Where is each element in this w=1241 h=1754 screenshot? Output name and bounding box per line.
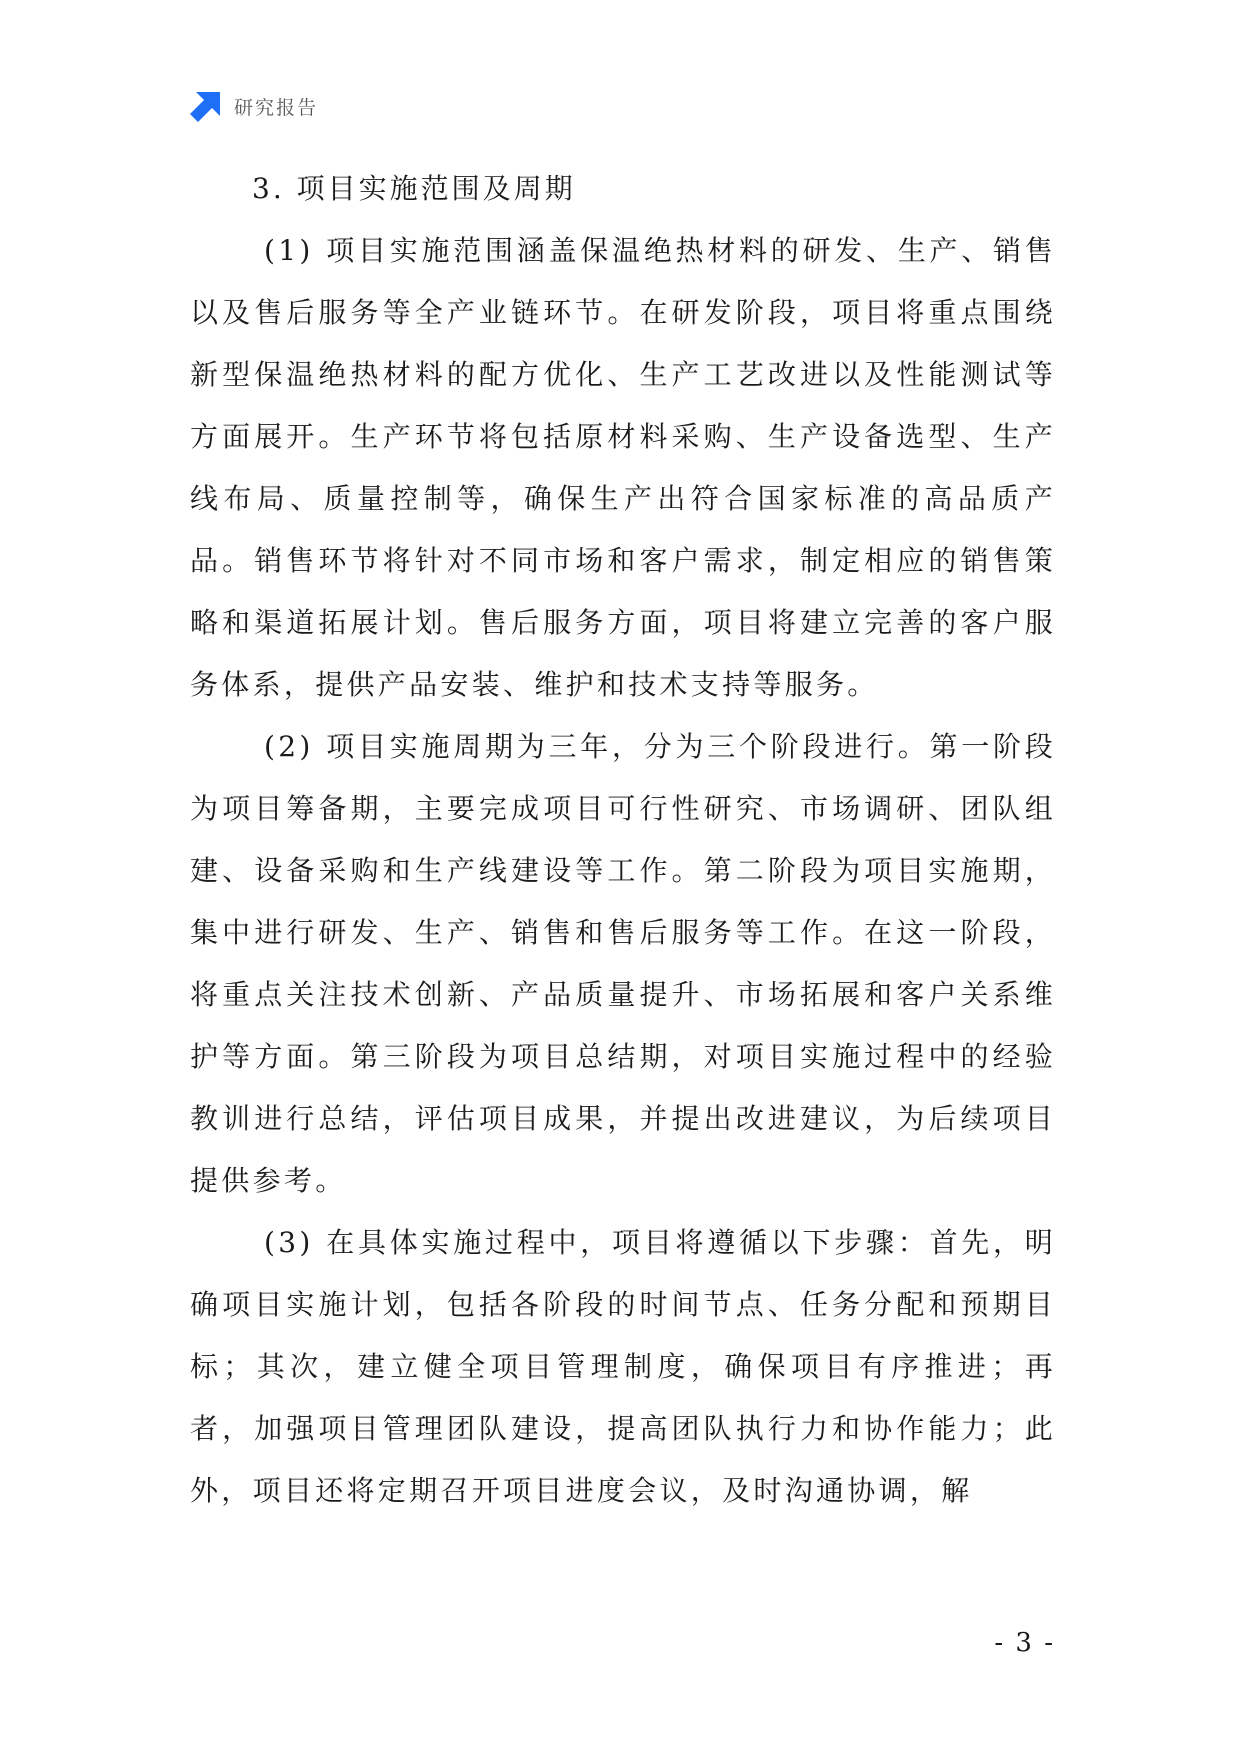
- page-header: [190, 88, 318, 124]
- section-title: 3. 项目实施范围及周期: [252, 172, 576, 205]
- brand-text: 研究报告: [234, 96, 319, 119]
- document-body: [190, 158, 1056, 1522]
- paragraph-2: (2) 项目实施周期为三年，分为三个阶段进行。第一阶段为项目筹备期，主要完成项目可行性研究、市场调研、团队组建、设备采购和生产线建设等工作。第二阶段为项目实施期，集中进行研发、生产、销售和售后服务等工作。在这一阶段，将重点关注技术创新、产品质量提升、市场拓展和客户关系维护等方面。第三阶段为项目总结期，对项目实施过程中的经验教训进行总结，评估项目成果，并提出改进建议，为后续项目提供参考。: [190, 730, 1056, 1197]
- paragraph-3: (3) 在具体实施过程中，项目将遵循以下步骤：首先，明确项目实施计划，包括各阶段的时间节点、任务分配和预期目标；其次，建立健全项目管理制度，确保项目有序推进；再者，加强项目管理团队建设，提高团队执行力和协作能力；此外，项目还将定期召开项目进度会议，及时沟通协调，解: [190, 1226, 1056, 1507]
- page-number: - 3 -: [994, 1628, 1055, 1658]
- arrow-up-right-icon: [190, 90, 222, 122]
- paragraph-1: (1) 项目实施范围涵盖保温绝热材料的研发、生产、销售以及售后服务等全产业链环节。在研发阶段，项目将重点围绕新型保温绝热材料的配方优化、生产工艺改进以及性能测试等方面展开。生产环节将包括原材料采购、生产设备选型、生产线布局、质量控制等，确保生产出符合国家标准的高品质产品。销售环节将针对不同市场和客户需求，制定相应的销售策略和渠道拓展计划。售后服务方面，项目将建立完善的客户服务体系，提供产品安装、维护和技术支持等服务。: [190, 234, 1056, 701]
